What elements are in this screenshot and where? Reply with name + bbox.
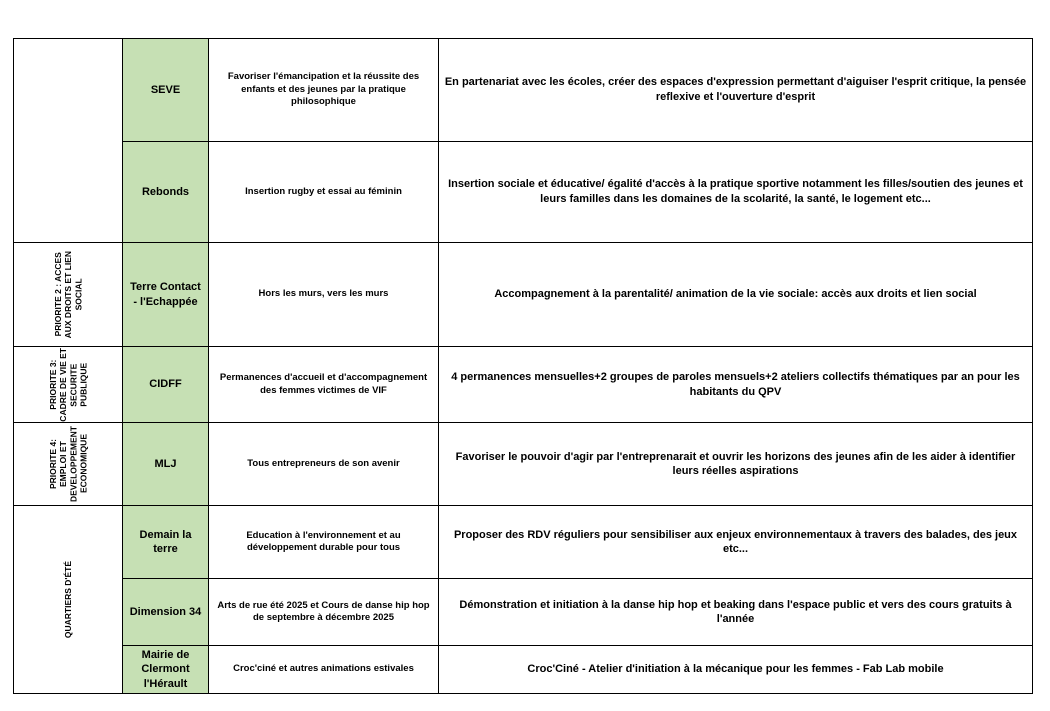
priority-cell bbox=[14, 347, 123, 423]
project-cell: Insertion rugby et essai au féminin bbox=[209, 141, 439, 243]
table-row bbox=[14, 39, 1033, 142]
priority-label: PRIORITE 3: CADRE DE VIE ET SECURITE PUBLIQUE bbox=[47, 347, 89, 422]
project-cell: Favoriser l'émancipation et la réussite des enfants et des jeunes par la pratique philosophique bbox=[209, 39, 439, 142]
table-row bbox=[14, 243, 1033, 347]
priority-cell bbox=[14, 39, 123, 243]
organization-cell: SEVE bbox=[123, 39, 209, 142]
table-row bbox=[14, 141, 1033, 243]
description-cell: 4 permanences mensuelles+2 groupes de paroles mensuels+2 ateliers collectifs thématiques par an pour les habitants du QPV bbox=[439, 347, 1033, 423]
priority-label: QUARTIERS D'ÉTÉ bbox=[62, 560, 73, 639]
actions-table bbox=[13, 38, 1033, 694]
priority-label: PRIORITE 2 : ACCES AUX DROITS ET LIEN SOCIAL bbox=[52, 250, 84, 339]
description-cell: Favoriser le pouvoir d'agir par l'entreprenarait et ouvrir les horizons des jeunes afin de les aider à identifier leurs réelles aspirations bbox=[439, 423, 1033, 506]
description-cell: Accompagnement à la parentalité/ animation de la vie sociale: accès aux droits et lien social bbox=[439, 243, 1033, 347]
table-row bbox=[14, 645, 1033, 693]
table-row bbox=[14, 579, 1033, 645]
project-cell: Hors les murs, vers les murs bbox=[209, 243, 439, 347]
table-row bbox=[14, 347, 1033, 423]
organization-cell: Rebonds bbox=[123, 141, 209, 243]
description-cell: Croc'Ciné - Atelier d'initiation à la mécanique pour les femmes - Fab Lab mobile bbox=[439, 645, 1033, 693]
project-cell: Croc'ciné et autres animations estivales bbox=[209, 645, 439, 693]
description-cell: En partenariat avec les écoles, créer des espaces d'expression permettant d'aiguiser l'esprit critique, la pensée reflexive et l'ouverture d'esprit bbox=[439, 39, 1033, 142]
project-cell: Arts de rue été 2025 et Cours de danse hip hop de septembre à décembre 2025 bbox=[209, 579, 439, 645]
project-cell: Education à l'environnement et au développement durable pour tous bbox=[209, 506, 439, 579]
table-row bbox=[14, 423, 1033, 506]
project-cell: Tous entrepreneurs de son avenir bbox=[209, 423, 439, 506]
description-cell: Insertion sociale et éducative/ égalité d'accès à la pratique sportive notamment les filles/soutien des jeunes et leurs familles dans les domaines de la scolarité, la santé, le logement etc... bbox=[439, 141, 1033, 243]
description-cell: Démonstration et initiation à la danse hip hop et beaking dans l'espace public et vers des cours gratuits à l'année bbox=[439, 579, 1033, 645]
description-cell: Proposer des RDV réguliers pour sensibiliser aux enjeux environnementaux à travers des balades, des jeux etc... bbox=[439, 506, 1033, 579]
project-cell: Permanences d'accueil et d'accompagnement des femmes victimes de VIF bbox=[209, 347, 439, 423]
priority-cell bbox=[14, 423, 123, 506]
priority-cell bbox=[14, 243, 123, 347]
organization-cell: CIDFF bbox=[123, 347, 209, 423]
organization-cell: Mairie de Clermont l'Hérault bbox=[123, 645, 209, 693]
organization-cell: Dimension 34 bbox=[123, 579, 209, 645]
organization-cell: Demain la terre bbox=[123, 506, 209, 579]
priority-label: PRIORITE 4: EMPLOI ET DEVELOPPEMENT ECONOMIQUE bbox=[47, 425, 89, 503]
organization-cell: Terre Contact - l'Echappée bbox=[123, 243, 209, 347]
priority-cell bbox=[14, 506, 123, 694]
organization-cell: MLJ bbox=[123, 423, 209, 506]
table-row bbox=[14, 506, 1033, 579]
